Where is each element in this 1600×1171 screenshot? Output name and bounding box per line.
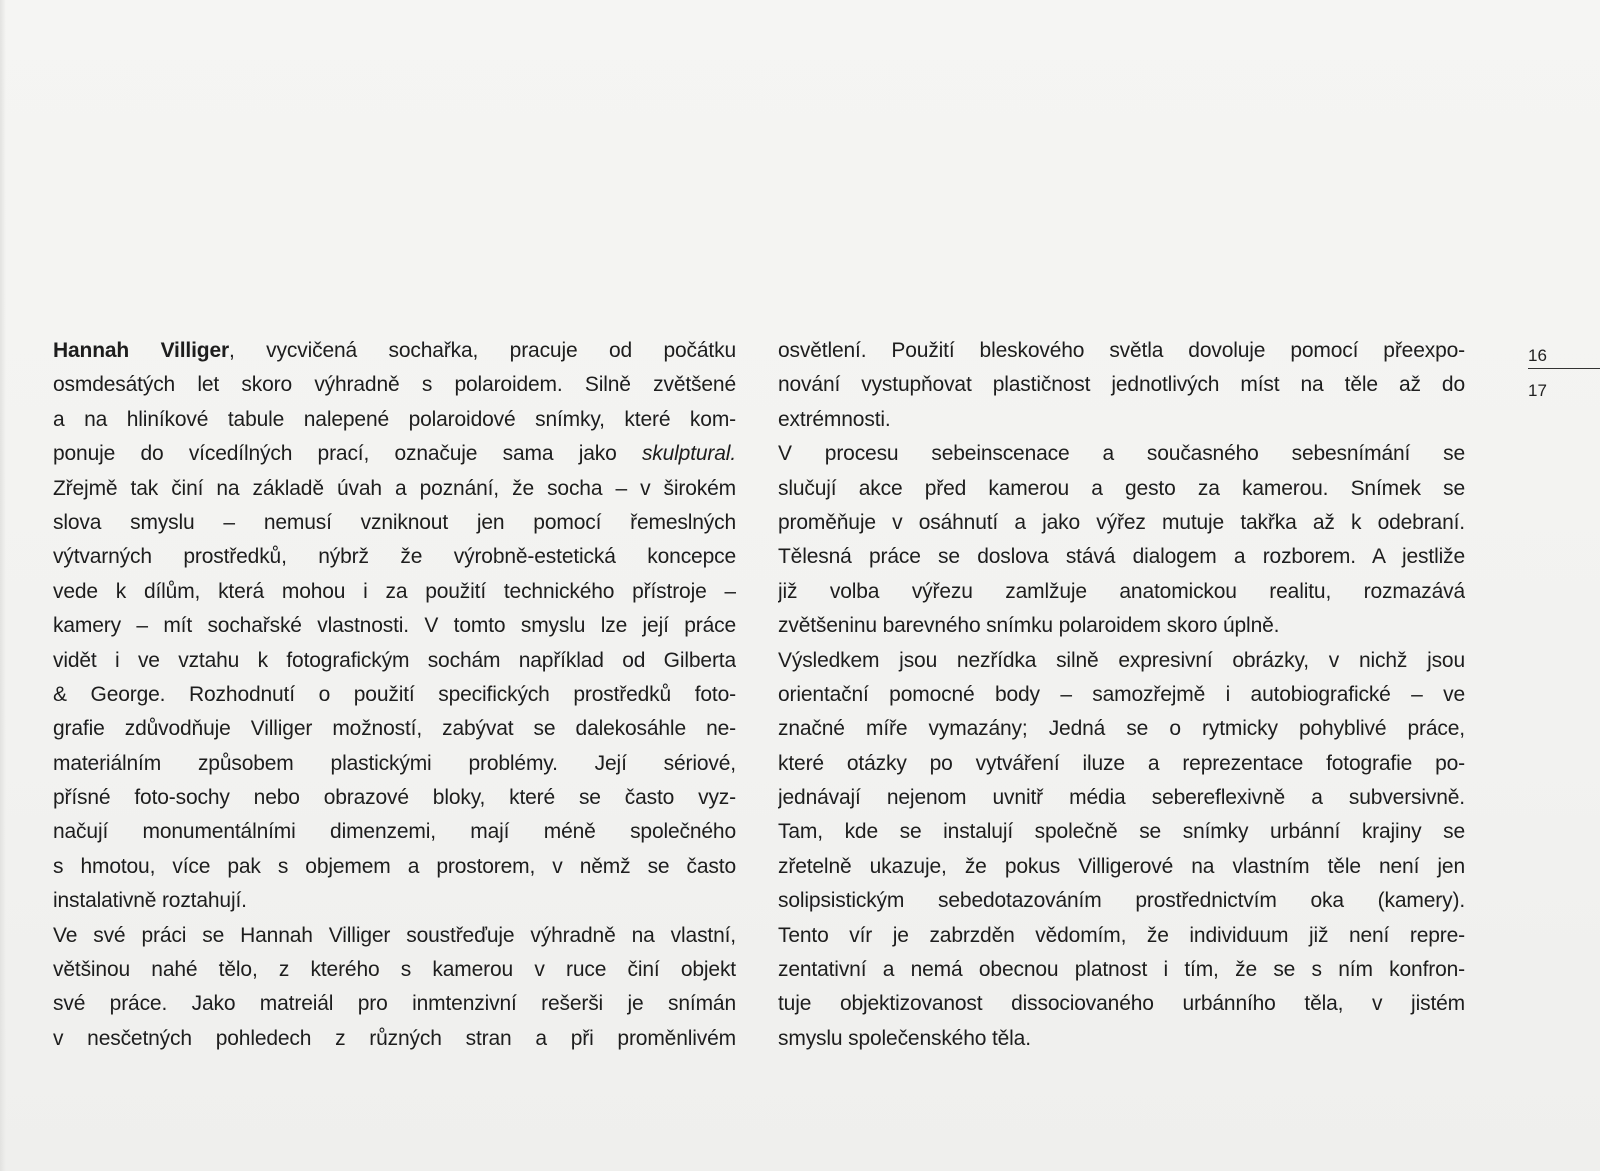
paragraph-line: své práce. Jako matreiál pro inmtenzivní rešerši je snímán	[53, 992, 736, 1016]
paragraph-line: grafie zdůvodňuje Villiger možností, zabývat se dalekosáhle ne-	[53, 717, 736, 741]
paragraph-line: & George. Rozhodnutí o použití specifických prostředků foto-	[53, 682, 736, 706]
paragraph-line: Zřejmě tak činí na základě úvah a poznání, že socha – v širokém	[53, 476, 736, 500]
page-edge-shadow	[0, 0, 6, 1171]
paragraph-line: orientační pomocné body – samozřejmě i autobiografické – ve	[778, 682, 1465, 706]
left-text-column	[53, 334, 736, 1056]
paragraph-line: většinou nahé tělo, z kterého s kamerou v ruce činí objekt	[53, 958, 736, 982]
paragraph-line: Ve své práci se Hannah Villiger soustřeďuje výhradně na vlastní,	[53, 923, 736, 947]
paragraph-line: instalativně roztahují.	[53, 889, 247, 913]
paragraph-line: Tento vír je zabrzděn vědomím, že individuum již není repre-	[778, 923, 1465, 947]
paragraph-line: proměňuje v osáhnutí a jako výřez mutuje takřka až k odebraní.	[778, 510, 1465, 534]
paragraph-line: Tělesná práce se doslova stává dialogem a rozborem. A jestliže	[778, 545, 1465, 569]
paragraph-line: již volba výřezu zamlžuje anatomickou realitu, rozmazává	[778, 579, 1465, 603]
paragraph-line: slova smyslu – nemusí vzniknout jen pomocí řemeslných	[53, 510, 736, 534]
paragraph-line: nování vystupňovat plastičnost jednotlivých míst na těle až do	[778, 373, 1465, 397]
paragraph-line: Tam, kde se instalují společně se snímky urbánní krajiny se	[778, 820, 1465, 844]
right-text-column	[778, 334, 1465, 1056]
paragraph-line: načují monumentálními dimenzemi, mají méně společného	[53, 820, 736, 844]
page-number-bottom: 17	[1528, 381, 1547, 400]
paragraph-line: Výsledkem jsou nezřídka silně expresivní obrázky, v nichž jsou	[778, 648, 1465, 672]
paragraph-line: kamery – mít sochařské vlastnosti. V tomto smyslu lze její práce	[53, 614, 736, 638]
page-numbers	[1528, 344, 1600, 403]
paragraph-line: extrémnosti.	[778, 407, 891, 431]
paragraph-line: výtvarných prostředků, nýbrž že výrobně-estetická koncepce	[53, 545, 736, 569]
paragraph-line: materiálním způsobem plastickými problémy. Její sériové,	[53, 751, 736, 775]
paragraph-line: tuje objektizovanost dissociovaného urbánního těla, v jistém	[778, 992, 1465, 1016]
paragraph-line: zentativní a nemá obecnou platnost i tím, že se s ním konfron-	[778, 958, 1465, 982]
paragraph-line: V procesu sebeinscenace a současného sebesnímání se	[778, 442, 1465, 466]
paragraph-line: osvětlení. Použití bleskového světla dovoluje pomocí přeexpo-	[778, 339, 1465, 362]
page-number-divider	[1528, 368, 1600, 369]
page-number-top: 16	[1528, 346, 1547, 365]
paragraph-line: jednávají nejenom uvnitř média sebereflexivně a subversivně.	[778, 786, 1465, 810]
paragraph-line: osmdesátých let skoro výhradně s polaroidem. Silně zvětšené	[53, 373, 736, 397]
paragraph-line: vede k dílům, která mohou i za použití technického přístroje –	[53, 579, 736, 603]
paragraph-line: ponuje do vícedílných prací, označuje sama jako skulptural.	[53, 442, 736, 466]
author-name: Hannah Villiger	[53, 339, 230, 362]
paragraph-line: smyslu společenského těla.	[778, 1026, 1031, 1050]
paragraph-line: které otázky po vytváření iluze a reprezentace fotografie po-	[778, 751, 1465, 775]
paragraph-line: solipsistickým sebedotazováním prostřednictvím oka (kamery).	[778, 889, 1465, 913]
italic-term: skulptural.	[641, 442, 736, 466]
paragraph-line: značné míře vymazány; Jedná se o rytmicky pohyblivé práce,	[778, 717, 1465, 741]
paragraph-line: v nesčetných pohledech z různých stran a při proměnlivém	[53, 1026, 736, 1050]
paragraph-line: s hmotou, více pak s objemem a prostorem, v němž se často	[53, 854, 736, 878]
paragraph-line: Hannah Villiger, vycvičená sochařka, pracuje od počátku	[53, 339, 736, 362]
paragraph-line: slučují akce před kamerou a gesto za kamerou. Snímek se	[778, 476, 1465, 500]
paragraph-line: přísné foto-sochy nebo obrazové bloky, které se často vyz-	[53, 786, 736, 810]
paragraph-line: vidět i ve vztahu k fotografickým sochám například od Gilberta	[53, 648, 736, 672]
paragraph-line: zvětšeninu barevného snímku polaroidem skoro úplně.	[778, 614, 1280, 638]
paragraph-line: a na hliníkové tabule nalepené polaroidové snímky, které kom-	[53, 407, 736, 431]
paragraph-line: zřetelně ukazuje, že pokus Villigerové na vlastním těle není jen	[778, 854, 1465, 878]
